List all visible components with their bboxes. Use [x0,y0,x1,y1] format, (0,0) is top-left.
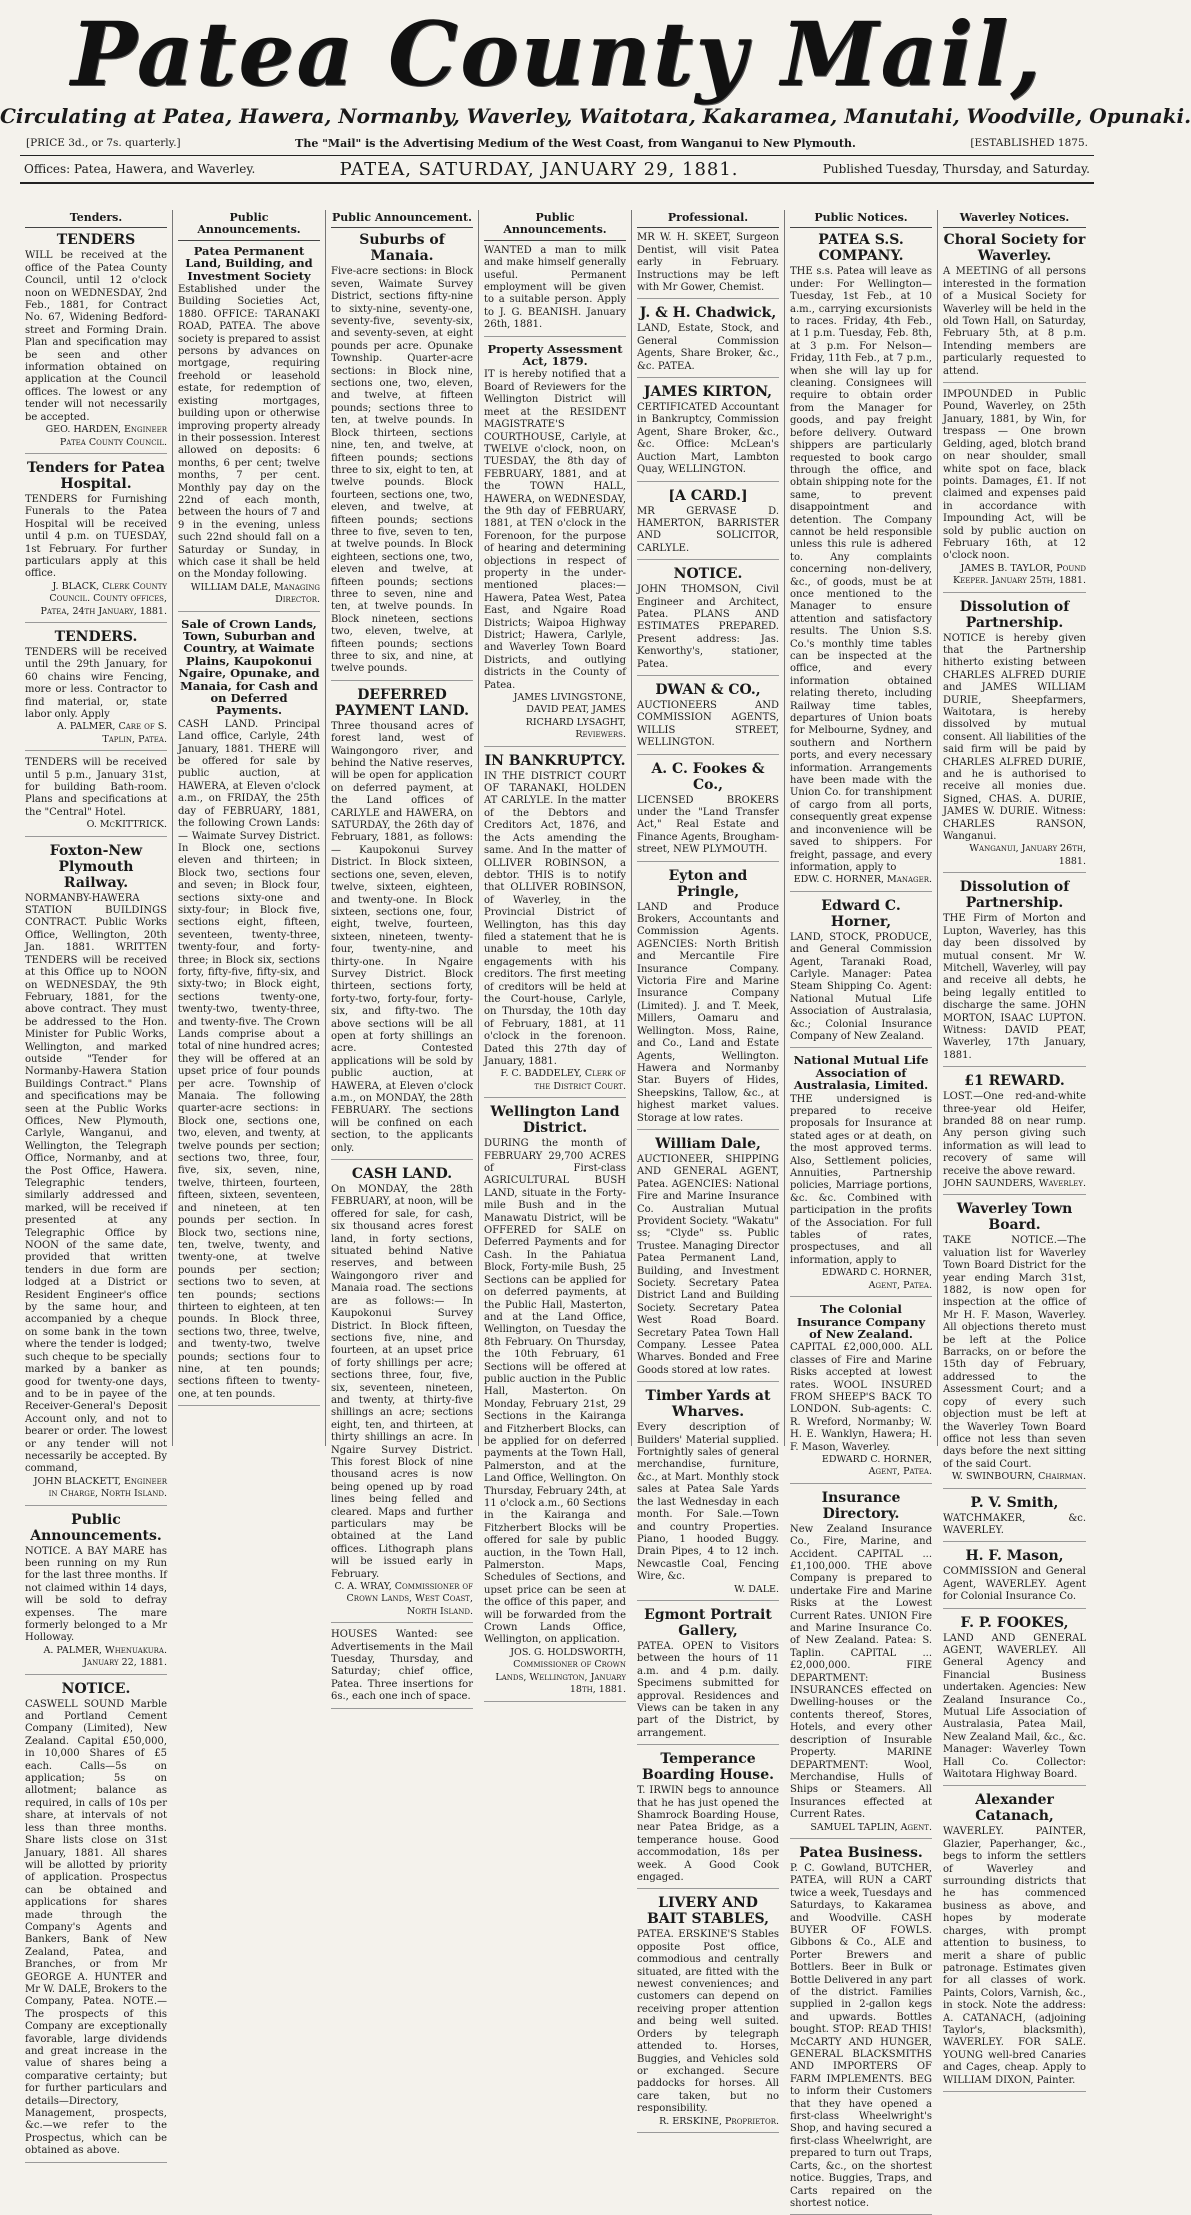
advertisement [484,245,626,337]
advertisement [943,1201,1086,1488]
advertisement [331,232,473,680]
advertisement [790,1303,932,1484]
ad-body: TENDERS will be received until 5 p.m., January 31st, for building Bath-room. Plans and specifications at the "Central" Hotel. [25,757,167,818]
ad-body: P. C. Gowland, BUTCHER, PATEA, will RUN a CART twice a week, Tuesdays and Saturdays, to Kakaramea and Woodville. CASH BUYER OF FOWLS. Gibbons & Co., ALE and Porter Brewers and Bottlers. Beer in Bulk or Bottle Delivered in any part of the district. Families supplied in 2-gallon kegs and upwards. Bottles bought. STOP: READ THIS! McCARTY AND HUNGER, GENERAL BLACKSMITHS AND IMPORTERS OF FARM IMPLEMENTS. BEG to inform their Customers that they have opened a first-class Wheelwright's Shop, and having secured a first-class Wheelwright, are prepared to turn out Traps, Carts, &c., on the shortest notice. Buggies, Traps, and Carts repaired on the shortest notice. [790,1862,932,2209]
ad-body: TAKE NOTICE.—The valuation list for Waverley Town Board District for the year ending March 31st, 1882, is now open for inspection at the office of Mr H. F. Mason, Waverley. All objections thereto must be left at the Police Barracks, on or before the 15th day of February, addressed to the Assessment Court; and a copy of every such objection must be left at the Waverley Town Board office not less than seven days before the next sitting of the said Court. [943,1235,1086,1470]
ad-signature: WILLIAM DALE, Managing Director. [190,581,320,606]
ad-body: On MONDAY, the 28th FEBRUARY, at noon, will be offered for sale, for cash, six thousand acres forest land, in forty sections, situated behind Native reserves, and between Waingongoro river and Manaia road. The sections are as follows:— In Kaupokonui Survey District. In Block fifteen, sections five, nine, and fourteen, at an upset price of forty shillings per acre; sections three, four, five, six, seventeen, nineteen, and twenty, at thirty-five shillings an acre; sections eight, ten, and thirteen, at thirty shillings an acre. In Ngaire Survey District. This forest Block of nine thousand acres is now being opened up by road lines being felled and cleared. Maps and further particulars may be obtained at the Land offices. Lithograph plans will be issued early in February. [331,1184,473,1580]
ad-body: IMPOUNDED in Public Pound, Waverley, on 25th January, 1881, by Win, for trespass — One brown Gelding, aged, blotch brand on near shoulder, small white spot on face, black points. Damages, £1. If not claimed and expenses paid in accordance with Impounding Act, will be sold by public auction on February 16th, at 12 o'clock noon. [943,389,1086,562]
advertisement [25,843,167,1506]
ad-body: CASH LAND. Principal Land office, Carlyle, 24th January, 1881. THERE will be offered for sale by public auction, at HAWERA, at Eleven o'clock a.m., on FRIDAY, the 25th day of FEBRUARY, 1881, the following Crown Lands:— Waimate Survey District. In Block one, sections eleven and thirteen; in Block two, sections four and seven; in Block four, sections sixty-one and sixty-four; in Block five, sections eight, fifteen, seventeen, twenty-three, twenty-four, and forty-three; in Block six, sections forty, fifty-five, fifty-six, and sixty-two; in Block eight, sections twenty-one, twenty-two, twenty-three, and twenty-five. The Crown Lands comprise about a total of nine hundred acres; they will be offered at an upset price of four pounds per acre. Township of Manaia. The following quarter-acre sections: in Block one, sections one, two, eleven, and twenty, at twelve pounds per section; sections two, three, four, five, six, seven, nine, twelve, thirteen, fourteen, fifteen, sixteen, seventeen, and nineteen, at ten pounds per section. In Block two, sections nine, ten, twelve, twenty, and twenty-one, at twelve pounds per section; sections two to seven, at ten pounds; sections thirteen to eighteen, at ten pounds. In Block three, sections two, three, twelve, and twenty-two, twelve pounds; sections four to nine, at ten pounds; sections fifteen to twenty-one, at ten pounds. [178,718,320,1400]
ad-signature: JAMES B. TAYLOR, Pound Keeper. January 25th, 1881. [953,562,1086,587]
ad-title: Insurance Directory. [821,1489,901,1522]
advertisement [25,757,167,836]
advertisement [637,682,779,755]
ad-title: NOTICE. [673,566,743,583]
ad-title: TENDERS. [54,628,138,645]
advertisement [484,343,626,747]
ad-body: WANTED a man to milk and make himself generally useful. Permanent employment will be given to a suitable person. Apply to J. G. BEANISH. January 26th, 1881. [484,244,626,331]
column-heading: Professional. [637,210,779,228]
column-heading: Tenders. [25,210,167,228]
ad-title: TENDERS [56,232,136,249]
ad-body: THE Firm of Morton and Lupton, Waverley, has this day been dissolved by mutual consent. Mr W. Mitchell, Waverley, will pay and receive all debts, he being legally entitled to discharge the same. JOHN MORTON, ISAAC LUPTON. Witness: DAVID PEAT, Waverley, 17th January, 1881. [943,913,1086,1061]
column-heading: Public Announcements. [178,210,320,241]
ad-body: WILL be received at the office of the Patea County Council, until 12 o'clock noon on WEDNESDAY, 2nd Feb., 1881, for Contract No. 67, Widening Bedford-street and Forming Drain. Plan and specification may be seen and other information obtained on application at the Council offices. The lowest or any tender will not necessarily be accepted. [25,250,167,423]
ad-signature: JOHN SAUNDERS, Waverley. [943,1178,1086,1189]
slogan: The "Mail" is the Advertising Medium of the West Coast, from Wanganui to New Plymouth. [295,136,856,150]
ad-title: CASH LAND. [351,1166,453,1183]
ad-body: Established under the Building Societies Act, 1880. OFFICE: TARANAKI ROAD, PATEA. The above society is prepared to assist persons by advances on mortgage, requiring freehold or leasehold estate, for redemption of existing mortgages, building upon or otherwise improving property already in their possession. Interest allowed on deposits: 6 months, 6 per cent; twelve months, 7 per cent. Monthly pay day on the 22nd of each month, between the hours of 7 and 9 in the evening, unless such 22nd should fall on a Saturday or Sunday, in which case it shall be held on the Monday following. [178,284,320,581]
ad-signature: C. A. WRAY, Commissioner of Crown Lands, West Coast, North Island. [334,1581,473,1617]
advertisement [25,460,167,623]
advertisement [637,384,779,481]
advertisement [943,389,1086,593]
ad-body: MR W. H. SKEET, Surgeon Dentist, will visit Patea early in February. Instructions may be left with Mr Gower, Chemist. [637,232,779,294]
advertisement [637,566,779,676]
ad-title: Edward C. Horner, [821,897,901,930]
advertisement [25,629,167,751]
established-note: [ESTABLISHED 1875. [970,137,1088,149]
column [785,210,938,2209]
advertisement [943,232,1086,383]
advertisement [637,1895,779,2133]
ad-title: The Colonial Insurance Company of New Zealand. [796,1302,926,1341]
ad-title: Eyton and Pringle, [668,867,748,900]
ad-body: LAND AND GENERAL AGENT, WAVERLEY. All General Agency and Financial Business undertaken. Agencies: New Zealand Insurance Co., Mutual Life Association of Australasia, Patea Mail, New Zealand Mail, &c., &c. Manager: Waverley Town Hall Co. Collector: Waitotara Highway Board. [943,1632,1086,1781]
ad-body: LOST.—One red-and-white three-year old Heifer, branded 88 on near rump. Any person giving such information as will lead to recovery of same will receive the above reward. [943,1091,1086,1177]
advertisement [790,898,932,1049]
ad-body: Three thousand acres of forest land, west of Waingongoro river, and behind the Native reserves, will be open for application on deferred payment, at the Land offices of CARLYLE and HAWERA, on SATURDAY, the 26th day of February, 1881, as follows:— Kaupokonui Survey District. In Block sixteen, sections one, seven, eleven, twelve, sixteen, eighteen, and twenty-one. In Block sixteen, sections one, four, eight, twelve, fourteen, sixteen, nineteen, twenty-four, twenty-nine, and thirty-one. In Ngaire Survey District. Block thirteen, sections forty, forty-two, forty-four, forty-six, and fifty-two. The above sections will be all open at forty shillings an acre. Contested applications will be sold by public auction, at HAWERA, at Eleven o'clock a.m., on MONDAY, the 28th FEBRUARY. The sections will be confined on each section, to the applicants only. [331,720,473,1154]
ad-signature: JAMES LIVINGSTONE, DAVID PEAT, JAMES RICHARD LYSAGHT, Reviewers. [513,692,626,741]
ad-body: LAND and Produce Brokers, Accountants and Commission Agents. AGENCIES: North British and Mercantile Fire Insurance Company. Victoria Fire and Marine Insurance Company (Limited). J. and T. Meek, Millers, Oamaru and Wellington. Moss, Raine, and Co., Land and Estate Agents, Wellington. Hawera and Normanby Star. Buyers of Hides, Sheepskins, Tallow, &c., at highest market values. Storage at low rates. [637,901,779,1124]
advertisement [637,1388,779,1601]
columns [20,210,1094,2209]
ad-title: Dissolution of Partnership. [959,879,1070,912]
ad-body: TENDERS will be received until the 29th January, for 60 chains wire Fencing, more or less. Contractor to find material, or, state labor only. Apply [25,646,167,720]
ad-title: JAMES KIRTON, [643,384,773,401]
advertisement [331,1629,473,1708]
ad-signature: SAMUEL TAPLIN, Agent. [810,1821,932,1833]
ad-body: DURING the month of FEBRUARY 29,700 ACRES of First-class AGRICULTURAL BUSH LAND, situate in the Forty-mile Bush and in the Manawatu District, will be OFFERED for SALE on Deferred Payments and for Cash. In the Pahiatua Block, Forty-mile Bush, 25 Sections can be applied for on deferred payments, at the Public Hall, Masterton, and at the Land Office, Wellington, on Tuesday the 8th February. On Thursday, the 10th February, 61 Sections will be offered at public auction in the Public Hall, Masterton. On Monday, February 21st, 29 Sections in the Kairanga and Fitzherbert Blocks, can be applied for on deferred payments at the Town Hall, Palmerston, and at the Land Office, Wellington. On Thursday, February 24th, at 11 o'clock a.m., 60 Sections in the Kairanga and Fitzherbert Blocks will be offered for sale by public auction, in the Town Hall, Palmerston. Maps, Schedules of Sections, and upset price can be seen at the office of this paper, and will be forwarded from the Crown Lands Office, Wellington, on application. [484,1138,626,1646]
ad-body: MR GERVASE D. HAMERTON, BARRISTER AND SOLICITOR, CARLYLE. [637,505,779,554]
advertisement [943,879,1086,1067]
ad-title: Timber Yards at Wharves. [645,1388,771,1421]
ad-body: T. IRWIN begs to announce that he has just opened the Shamrock Boarding House, near Patea Bridge, as a temperance house. Good accommodation, 18s per week. A Good Cook engaged. [637,1785,779,1884]
ad-title: Temperance Boarding House. [642,1751,774,1784]
ad-body: Every description of Builders' Material supplied. Fortnightly sales of general merchandise, furniture, &c., at Mart. Monthly stock sales at Patea Sale Yards the last Wednesday in each month. For Sale.—Town and country Properties. Piano, 1 hooded Buggy. Drain Pipes, 4 to 12 inch. Newcastle Coal, Fencing Wire, &c. [637,1422,779,1583]
ad-title: Egmont Portrait Gallery, [644,1606,772,1639]
advertisement [790,1490,932,1839]
ad-signature: GEO. HARDEN, Engineer Patea County Council. [45,424,167,448]
column-heading: Waverley Notices. [943,210,1086,228]
advertisement [943,1548,1086,1608]
ad-body: THE s.s. Patea will leave as under: For Wellington— Tuesday, 1st Feb., at 10 a.m., carrying excursionists to races. Friday, 4th Feb., at 1 p.m. Tuesday, Feb. 8th, at 3 p.m. For Nelson— Friday, 11th Feb., at 7 p.m., when she will lay up for cleaning. Consignees will require to obtain order from the Manager for goods, and pay freight before delivery. Outward shippers are particularly requested to book cargo through the office, and obtain shipping note for the same, to prevent disappointment and detention. The Company cannot be held responsible unless this rule is adhered to. Any complaints concerning non-delivery, &c., of goods, must be at once mentioned to the Manager to ensure attention and satisfactory results. The Union S.S. Co.'s monthly time tables can be inspected at the office, and every information obtained relating thereto, including Railway time tables, departures of Union boats for Melbourne, Sydney, and southern and Northern ports, and every necessary information. Arrangements have been made with the Union Co. for transhipment of cargo from all ports, consequently great expense and inconvenience will be saved to shippers. For freight, passage, and every information, apply to [790,266,932,873]
ad-body: COMMISSION and General Agent, WAVERLEY. Agent for Colonial Insurance Co. [943,1566,1086,1603]
ad-body: NOTICE is hereby given that the Partnership hitherto existing between CHARLES ALFRED DURIE and JAMES WILLIAM DURIE, Sheepfarmers, Waitotara, is hereby dissolved by mutual consent. All liabilities of the said firm will be paid by CHARLES ALFRED DURIE, and he is authorised to receive all monies due. Signed, CHAS. A. DURIE, JAMES W. DURIE. Witness: CHARLES RANSON, Wanganui. [943,632,1086,843]
advertisement [484,753,626,1099]
advertisement [637,1751,779,1889]
offices-note: Offices: Patea, Hawera, and Waverley. [24,162,256,176]
ad-title: PATEA S.S. COMPANY. [818,232,904,265]
advertisement [943,1495,1086,1543]
ad-body: PATEA. ERSKINE'S Stables opposite Post office, commodious and centrally situated, are fitted with the newest conveniences; and customers can depend on receiving proper attention and being well suited. Orders by telegraph attended to. Horses, Buggies, and Vehicles sold or exchanged. Secure paddocks for horses. All care taken, but no responsibility. [637,1929,779,2115]
advertisement [637,232,779,299]
ad-signature: JOS. G. HOLDSWORTH, Commissioner of Crown Lands, Wellington, January 18th, 1881. [495,1646,626,1696]
column [173,210,326,1446]
advertisement [943,599,1086,874]
ad-body: New Zealand Insurance Co., Fire, Marine, and Accident. CAPITAL ... £1,100,000. THE above Company is prepared to undertake Fire and Marine Risks at the Lowest Current Rates. UNION Fire and Marine Insurance Co. of New Zealand. Patea: S. Taplin. CAPITAL ... £2,000,000. FIRE DEPARTMENT: INSURANCES effected on Dwelling-houses or the contents thereof, Stores, Hotels, and every other description of Insurable Property. MARINE DEPARTMENT: Wool, Merchandise, Hulls of Ships or Steamers. All Insurances effected at Current Rates. [790,1523,932,1821]
ad-title: Dissolution of Partnership. [959,598,1070,631]
ad-title: F. P. FOOKES, [960,1614,1069,1631]
ad-body: A MEETING of all persons interested in the formation of a Musical Society for Waverley will be held in the old Town Hall, on Saturday, February 5th, at 8 p.m. Intending members are particularly requested to attend. [943,266,1086,377]
advertisement [331,687,473,1160]
advertisement [484,1104,626,1701]
published-note: Published Tuesday, Thursday, and Saturday. [822,162,1090,176]
ad-title: Alexander Catanach, [975,1792,1054,1825]
masthead-title: Patea County Mail, [70,2,1044,106]
advertisement [637,305,779,378]
column [20,210,173,2157]
advertisement [790,232,932,891]
advertisement [25,1512,167,1675]
advertisement [943,1615,1086,1787]
ad-body: WAVERLEY. PAINTER, Glazier, Paperhanger, &c., begs to inform the settlers of Waverley and surrounding districts that he has commenced business as above, and hopes by moderate charges, with prompt attention to business, to merit a share of public patronage. Estimates given for all classes of work. Paints, Colors, Varnish, &c., in stock. Note the address: A. CATANACH, (adjoining Taylor's, blacksmith), WAVERLEY. FOR SALE. YOUNG well-bred Canaries and Cages, cheap. Apply to WILLIAM DIXON, Painter. [943,1826,1086,2086]
ad-body: Five-acre sections: in Block seven, Waimate Survey District, sections fifty-nine to sixty-nine, seventy-one, seventy-five, seventy-six, and seventy-seven, at eight pounds per acre. Opunake Township. Quarter-acre sections: in Block nine, sections one, two, eleven, and twelve, at fifteen pounds; sections three to ten, at twelve pounds. In Block thirteen, sections nine, ten, and twelve, at fifteen pounds; sections three to six, eight to ten, at twelve pounds. Block fourteen, sections one, two, eleven, and twelve, at fifteen pounds; sections three to five, seven to ten, at twelve pounds. In Block eighteen, sections one, two, eleven and twelve, at fifteen pounds; sections three to seven, nine and ten, at twelve pounds. In Block nineteen, sections two, eleven, twelve, at fifteen pounds; sections three to six, and nine, at twelve pounds. [331,266,473,675]
ad-signature: Wanganui, January 26th, 1881. [969,843,1086,867]
ad-title: Wellington Land District. [490,1104,620,1137]
ad-body: IT is hereby notified that a Board of Reviewers for the Wellington District will meet at the RESIDENT MAGISTRATE'S COURTHOUSE, Carlyle, at TWELVE o'clock, noon, on TUESDAY, the 8th day of FEBRUARY, 1881, and at the TOWN HALL, HAWERA, on WEDNESDAY, the 9th day of FEBRUARY, 1881, at TEN o'clock in the Forenoon, for the purpose of hearing and determining objections in respect of property in the under-mentioned places:— Hawera, Patea West, Patea East, and Ngaire Road Districts; Waipoa Highway District; Hawera, Carlyle, and Waverley Town Board Districts, and outlying districts in the County of Patea. [484,369,626,691]
ad-title: Waverley Town Board. [956,1201,1073,1234]
ad-signature: JOHN BLACKETT, Engineer in Charge, North Island. [33,1475,167,1500]
ad-body: JOHN THOMSON, Civil Engineer and Architect, Patea. PLANS AND ESTIMATES PREPARED. Present address: Jas. Kenworthy's, stationer, Patea. [637,584,779,670]
column-heading: Public Announcement. [331,210,473,228]
ad-body: AUCTIONEERS AND COMMISSION AGENTS, WILLIS STREET, WELLINGTON. [637,699,779,749]
ad-body: IN THE DISTRICT COURT OF TARANAKI, HOLDEN AT CARLYLE. In the matter of the Debtors and Creditors Act, 1876, and the Acts amending the same. And In the matter of OLLIVER ROBINSON, a debtor. THIS is to notify that OLLIVER ROBINSON, of Waverley, in the Provincial District of Wellington, has this day filed a statement that he is unable to meet his engagements with his creditors. The first meeting of creditors will be held at the Court-house, Carlyle, on Thursday, the 10th day of February, 1881, at 11 o'clock in the forenoon. Dated this 27th day of January, 1881. [484,770,626,1067]
ad-body: LICENSED BROKERS under the "Land Transfer Act," Real Estate and Finance Agents, Brougham-street, NEW PLYMOUTH. [637,794,779,856]
ad-title: Choral Society for Waverley. [943,232,1086,265]
ad-body: PATEA. OPEN to Visitors between the hours of 11 a.m. and 4 p.m. daily. Specimens submitted for approval. Residences and Views can be taken in any part of the District, by arrangement. [637,1640,779,1739]
advertisement [178,245,320,612]
advertisement [943,1792,1086,2092]
date-bar [24,156,1090,182]
ad-title: IN BANKRUPTCY. [484,752,626,769]
ad-signature: J. BLACK, Clerk County Council. County offices, Patea, 24th January, 1881. [40,580,167,617]
issue-date: PATEA, SATURDAY, JANUARY 29, 1881. [339,158,739,180]
ad-title: Patea Business. [799,1844,923,1861]
advertisement [790,1845,932,2215]
column-heading: Public Announcements. [484,210,626,241]
price-note: [PRICE 3d., or 7s. quarterly.] [26,137,181,149]
ad-body: NORMANBY-HAWERA STATION BUILDINGS CONTRACT. Public Works Office, Wellington, 20th Jan. 1881. WRITTEN TENDERS will be received at this Office up to NOON on WEDNESDAY, the 9th February, 1881, for the above contract. They must be addressed to the Hon. Minister for Public Works, Wellington, and marked outside "Tender for Normanby-Hawera Station Buildings Contract." Plans and specifications may be seen at the Public Works Offices, New Plymouth, Carlyle, Wanganui, and Wellington, the Telegraph Office, Normanby, and at the Post Office, Hawera. Telegraphic tenders, similarly addressed and marked, will be received if presented at any Telegraphic Office by NOON of the same date, provided that written tenders in due form are lodged at a District or Resident Engineer's office by the same hour, and accompanied by a cheque on some bank in the town where the tender is lodged; such cheque to be specially marked by a banker as good for twenty-one days, and to be in payee of the Receiver-General's Deposit Account only, and not to bearer or order. The lowest or any tender will not necessarily be accepted. By command, [25,892,167,1475]
ad-title: DWAN & CO., [655,681,761,698]
ad-title: Property Assessment Act, 1879. [487,341,623,369]
ad-title: P. V. Smith, [970,1494,1059,1511]
ad-title: £1 REWARD. [964,1073,1065,1090]
ad-body: HOUSES Wanted: see Advertisements in the Mail Tuesday, Thursday, and Saturday; chief office, Patea. Three insertions for 6s., each one inch of space. [331,1629,473,1703]
ad-title: National Mutual Life Association of Australasia, Limited. [793,1053,929,1093]
column [326,210,479,1703]
ad-body: THE undersigned is prepared to receive proposals for Insurance at stated ages or at death, on the most approved terms. Also, Settlement policies, Annuities, Partnership policies, Marriage portions, &c. &c. Combined with participation in the profits of the Association. For full tables of rates, prospectuses, and all information, apply to [790,1093,932,1266]
ad-signature: O. McKITTRICK. [86,819,167,831]
divider [20,182,1094,184]
ad-title: William Dale, [655,1135,761,1152]
ad-title: DEFERRED PAYMENT LAND. [335,686,469,719]
ad-title: A. C. Fookes & Co., [651,760,765,793]
ad-title: Foxton-New Plymouth Railway. [49,842,143,891]
ad-signature: EDWARD C. HORNER, Agent, Patea. [821,1267,932,1291]
ad-signature: W. DALE. [734,1583,779,1595]
ad-title: LIVERY AND BAIT STABLES, [647,1895,769,1928]
ad-body: TENDERS for Furnishing Funerals to the Patea Hospital will be received until 4 p.m. on TUESDAY, 1st February. For further particulars apply at this office. [25,493,167,580]
ad-signature: A. PALMER, Whenuakura. January 22, 1881. [43,1644,167,1669]
advertisement [178,618,320,1407]
ad-title: J. & H. Chadwick, [639,305,777,322]
ad-body: AUCTIONEER, SHIPPING AND GENERAL AGENT, Patea. AGENCIES: National Fire and Marine Insurance Co. Australian Mutual Provident Society. "Wakatu" ss; "Clyde" ss. Public Trustee. Managing Director Patea Permanent Land, Building, and Investment Society. Secretary Patea District Land and Building Society. Secretary Patea West Road Board. Secretary Patea Town Hall Company. Lessee Patea Wharves. Bonded and Free Goods stored at low rates. [637,1153,779,1376]
ad-signature: EDW. C. HORNER, Manager. [793,874,932,886]
ad-signature: F. C. BADDELEY, Clerk of the District Court. [500,1068,626,1092]
advertisement [25,232,167,454]
masthead-subtitle: Circulating at Patea, Hawera, Normanby, Waverley, Waitotara, Kakaramea, Manutahi, Woodville, Opunaki. [0,104,1191,128]
ad-title: H. F. Mason, [965,1548,1064,1565]
ad-title: Public Announcements. [30,1511,162,1544]
info-bar [26,134,1088,152]
ad-body: CAPITAL £2,000,000. ALL classes of Fire and Marine Risks accepted at lowest rates. WOOL INSURED FROM SHEEP'S BACK TO LONDON. Sub-agents: C. R. Wreford, Normanby; W. H. E. Wanklyn, Hawera; H. F. Mason, Waverley. [790,1342,932,1453]
advertisement [943,1073,1086,1195]
ad-signature: W. SWINBOURN, Chairman. [951,1471,1086,1483]
ad-body: CASWELL SOUND Marble and Portland Cement Company (Limited), New Zealand. Capital £50,000, in 10,000 Shares of £5 each. Calls—5s on application; 5s on allotment; balance as required, in calls of 10s per share, at intervals of not less than three months. Share lists close on 31st January, 1881. All shares will be allotted by priority of application. Prospectus can be obtained and applications for shares made through the Company's Agents and Bankers, Bank of New Zealand, Patea, and Branches, or from Mr GEORGE A. HUNTER and Mr W. DALE, Brokers to the Company, Patea. NOTE.—The prospects of this Company are exceptionally favorable, large dividends and great increase in the value of shares being a comparative certainty; but for further particulars and details—Directory, Management, prospects, &c.—we refer to the Prospectus, which can be obtained as above. [25,1698,167,2157]
advertisement [790,1054,932,1297]
ad-title: Patea Permanent Land, Building, and Investment Society [185,243,313,283]
ad-title: NOTICE. [61,1680,131,1697]
column [938,210,1091,2086]
column [632,210,785,2127]
ad-body: NOTICE. A BAY MARE has been running on my Run for the last three months. If not claimed within 14 days, will be sold to defray expenses. The mare formerly belonged to a Mr Holloway. [25,1545,167,1644]
advertisement [637,488,779,561]
ad-body: WATCHMAKER, &c. WAVERLEY. [943,1512,1086,1536]
masthead [0,0,1191,128]
ad-body: LAND, STOCK, PRODUCE, and General Commission Agent, Taranaki Road, Carlyle. Manager: Patea Steam Shipping Co. Agent: National Mutual Life Association of Australasia, &c.; Colonial Insurance Company of New Zealand. [790,931,932,1042]
advertisement [637,1136,779,1382]
advertisement [331,1166,473,1623]
ad-title: [A CARD.] [668,487,748,504]
ad-title: Suburbs of Manaia. [359,232,445,265]
advertisement [25,1681,167,2163]
ad-title: Sale of Crown Lands, Town, Suburban and Country, at Waimate Plains, Kaupokonui Ngaire, Opunake, and Manaia, for Cash and on Deferred Payments. [178,616,320,718]
ad-body: LAND, Estate, Stock, and General Commission Agents, Share Broker, &c., &c. PATEA. [637,323,779,372]
column [479,210,632,1696]
ad-signature: A. PALMER, Care of S. Taplin, Patea. [57,721,167,745]
column-heading: Public Notices. [790,210,932,228]
advertisement [637,761,779,862]
ad-signature: EDWARD C. HORNER, Agent, Patea. [821,1453,932,1478]
ad-title: Tenders for Patea Hospital. [26,459,165,492]
ad-body: CERTIFICATED Accountant in Bankruptcy, Commission Agent, Share Broker, &c., &c. Office: McLean's Auction Mart, Lambton Quay, WELLINGTON. [637,402,779,476]
advertisement [637,868,779,1130]
ad-signature: R. ERSKINE, Proprietor. [659,2115,779,2127]
advertisement [637,1607,779,1745]
